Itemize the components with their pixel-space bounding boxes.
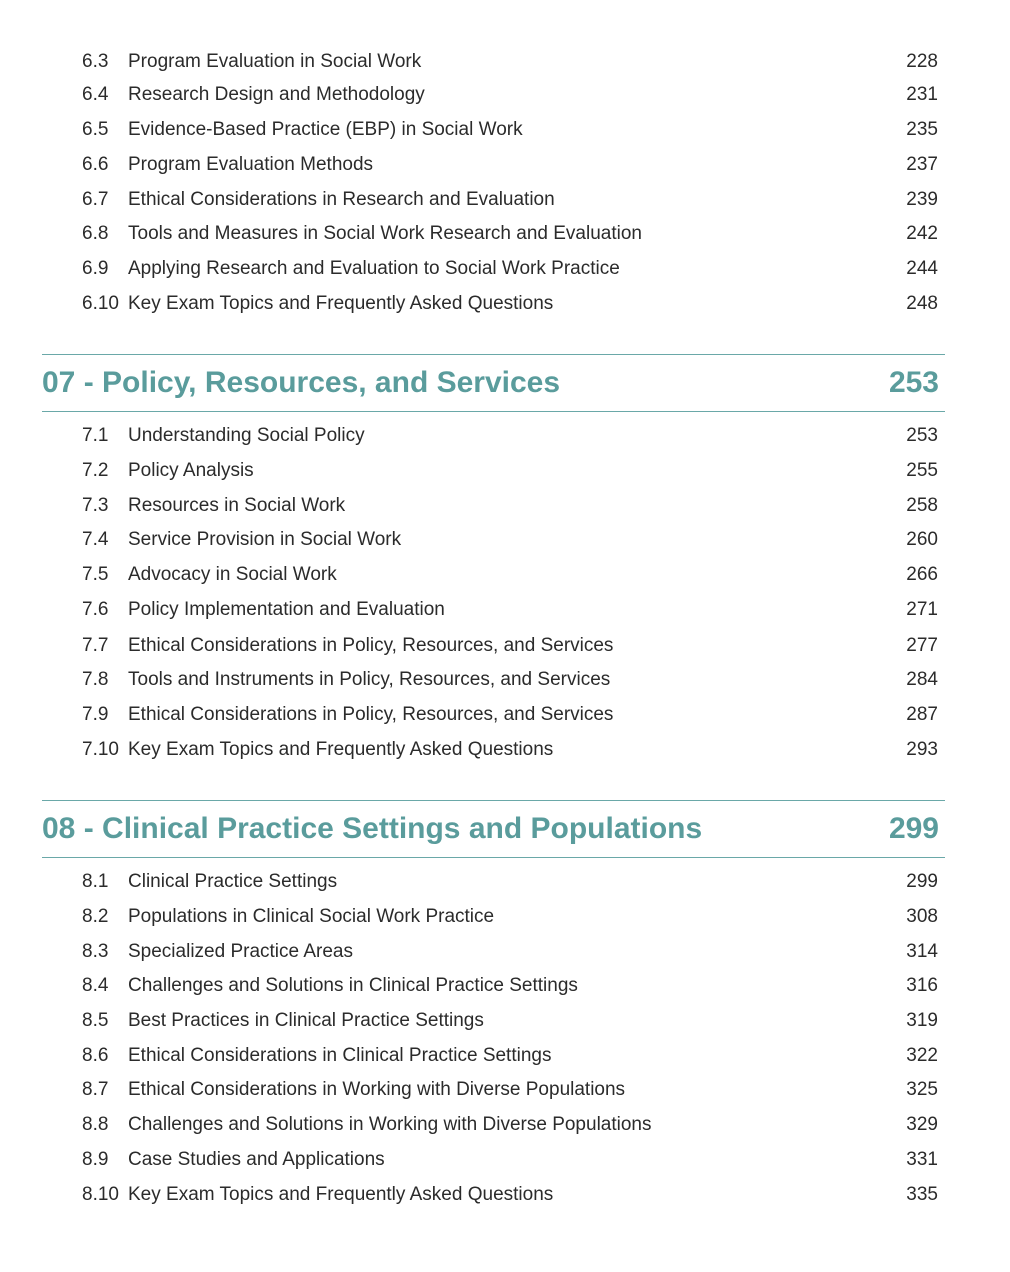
entry-number: 8.10 [82,1184,119,1205]
entry-title: Key Exam Topics and Frequently Asked Questions [128,293,554,314]
entry-number: 7.7 [82,635,109,656]
entry-number: 6.4 [82,84,109,105]
entry-number: 7.10 [82,739,119,760]
entry-number: 6.10 [82,293,119,314]
toc-entry[interactable] [82,153,938,177]
entry-number: 8.2 [82,906,109,927]
entry-number: 7.6 [82,599,109,620]
entry-number: 7.5 [82,564,109,585]
entry-page: 331 [906,1149,938,1170]
entry-number: 8.8 [82,1114,109,1135]
entry-page: 239 [906,189,938,210]
entry-title: Clinical Practice Settings [128,871,338,892]
chapter-heading[interactable] [42,800,945,858]
toc-entry[interactable] [82,905,938,929]
toc-entry[interactable] [82,563,938,587]
entry-number: 8.5 [82,1010,109,1031]
toc-entry[interactable] [82,1148,938,1172]
entry-page: 293 [906,739,938,760]
entry-title: Advocacy in Social Work [128,564,337,585]
toc-entry[interactable] [82,528,938,552]
entry-title: Specialized Practice Areas [128,941,353,962]
entry-number: 8.3 [82,941,109,962]
entry-title: Research Design and Methodology [128,84,425,105]
entry-title: Ethical Considerations in Clinical Practice Settings [128,1045,552,1066]
entry-page: 284 [906,669,938,690]
entry-page: 231 [906,84,938,105]
entry-title: Ethical Considerations in Research and Evaluation [128,189,555,210]
entry-page: 308 [906,906,938,927]
entry-number: 8.6 [82,1045,109,1066]
toc-entry[interactable] [82,459,938,483]
toc-entry[interactable] [82,188,938,212]
entry-number: 6.3 [82,51,109,72]
entry-title: Ethical Considerations in Working with Diverse Populations [128,1079,626,1100]
entry-page: 314 [906,941,938,962]
entry-title: Program Evaluation Methods [128,154,374,175]
entry-title: Key Exam Topics and Frequently Asked Questions [128,1184,554,1205]
entry-number: 8.7 [82,1079,109,1100]
entry-number: 6.5 [82,119,109,140]
entry-page: 253 [906,425,938,446]
entry-title: Policy Analysis [128,460,254,481]
entry-page: 235 [906,119,938,140]
toc-entry[interactable] [82,598,938,622]
entry-page: 319 [906,1010,938,1031]
entry-title: Resources in Social Work [128,495,346,516]
entry-title: Service Provision in Social Work [128,529,402,550]
entry-title: Program Evaluation in Social Work [128,51,422,72]
entry-title: Best Practices in Clinical Practice Settings [128,1010,484,1031]
toc-entry[interactable] [82,50,938,74]
toc-entry[interactable] [82,424,938,448]
toc-entry[interactable] [82,870,938,894]
entry-page: 316 [906,975,938,996]
entry-title: Tools and Instruments in Policy, Resources, and Services [128,669,611,690]
chapter-page: 299 [888,812,939,845]
toc-entry[interactable] [82,668,938,692]
entry-page: 325 [906,1079,938,1100]
entry-number: 6.8 [82,223,109,244]
entry-page: 237 [906,154,938,175]
entry-number: 8.4 [82,975,109,996]
toc-entry[interactable] [82,292,938,316]
entry-page: 266 [906,564,938,585]
toc-entry[interactable] [82,222,938,246]
chapter-heading[interactable] [42,354,945,412]
entry-page: 335 [906,1184,938,1205]
entry-title: Evidence-Based Practice (EBP) in Social Work [128,119,523,140]
toc-entry[interactable] [82,494,938,518]
toc-entry[interactable] [82,634,938,658]
entry-title: Key Exam Topics and Frequently Asked Questions [128,739,554,760]
toc-entry[interactable] [82,257,938,281]
toc-entry[interactable] [82,1078,938,1102]
entry-page: 242 [906,223,938,244]
entry-number: 6.9 [82,258,109,279]
entry-number: 8.9 [82,1149,109,1170]
toc-entry[interactable] [82,703,938,727]
entry-page: 260 [906,529,938,550]
entry-number: 7.9 [82,704,109,725]
toc-entry[interactable] [82,974,938,998]
entry-page: 329 [906,1114,938,1135]
entry-page: 248 [906,293,938,314]
toc-entry[interactable] [82,738,938,762]
entry-page: 277 [906,635,938,656]
chapter-page: 253 [888,366,939,399]
entry-title: Case Studies and Applications [128,1149,385,1170]
entry-page: 244 [906,258,938,279]
toc-entry[interactable] [82,940,938,964]
entry-number: 6.6 [82,154,109,175]
entry-number: 7.4 [82,529,109,550]
toc-entry[interactable] [82,1009,938,1033]
entry-number: 8.1 [82,871,109,892]
entry-title: Applying Research and Evaluation to Social Work Practice [128,258,620,279]
toc-entry[interactable] [82,1044,938,1068]
entry-title: Populations in Clinical Social Work Practice [128,906,495,927]
entry-title: Challenges and Solutions in Working with Diverse Populations [128,1114,652,1135]
chapter-title: 07 - Policy, Resources, and Services [42,366,561,399]
entry-page: 228 [906,51,938,72]
entry-title: Ethical Considerations in Policy, Resources, and Services [128,704,614,725]
entry-title: Understanding Social Policy [128,425,365,446]
entry-title: Tools and Measures in Social Work Research and Evaluation [128,223,642,244]
entry-page: 258 [906,495,938,516]
entry-number: 7.3 [82,495,109,516]
entry-page: 287 [906,704,938,725]
toc-entry[interactable] [82,1183,938,1207]
entry-page: 322 [906,1045,938,1066]
entry-page: 271 [906,599,938,620]
entry-number: 7.2 [82,460,109,481]
entry-page: 299 [906,871,938,892]
entry-number: 7.8 [82,669,109,690]
toc-entry[interactable] [82,1113,938,1137]
toc-entry[interactable] [82,83,938,107]
entry-page: 255 [906,460,938,481]
toc-entry[interactable] [82,118,938,142]
chapter-title: 08 - Clinical Practice Settings and Populations [42,812,703,845]
entry-title: Policy Implementation and Evaluation [128,599,445,620]
entry-title: Challenges and Solutions in Clinical Practice Settings [128,975,578,996]
entry-number: 6.7 [82,189,109,210]
entry-number: 7.1 [82,425,109,446]
entry-title: Ethical Considerations in Policy, Resources, and Services [128,635,614,656]
